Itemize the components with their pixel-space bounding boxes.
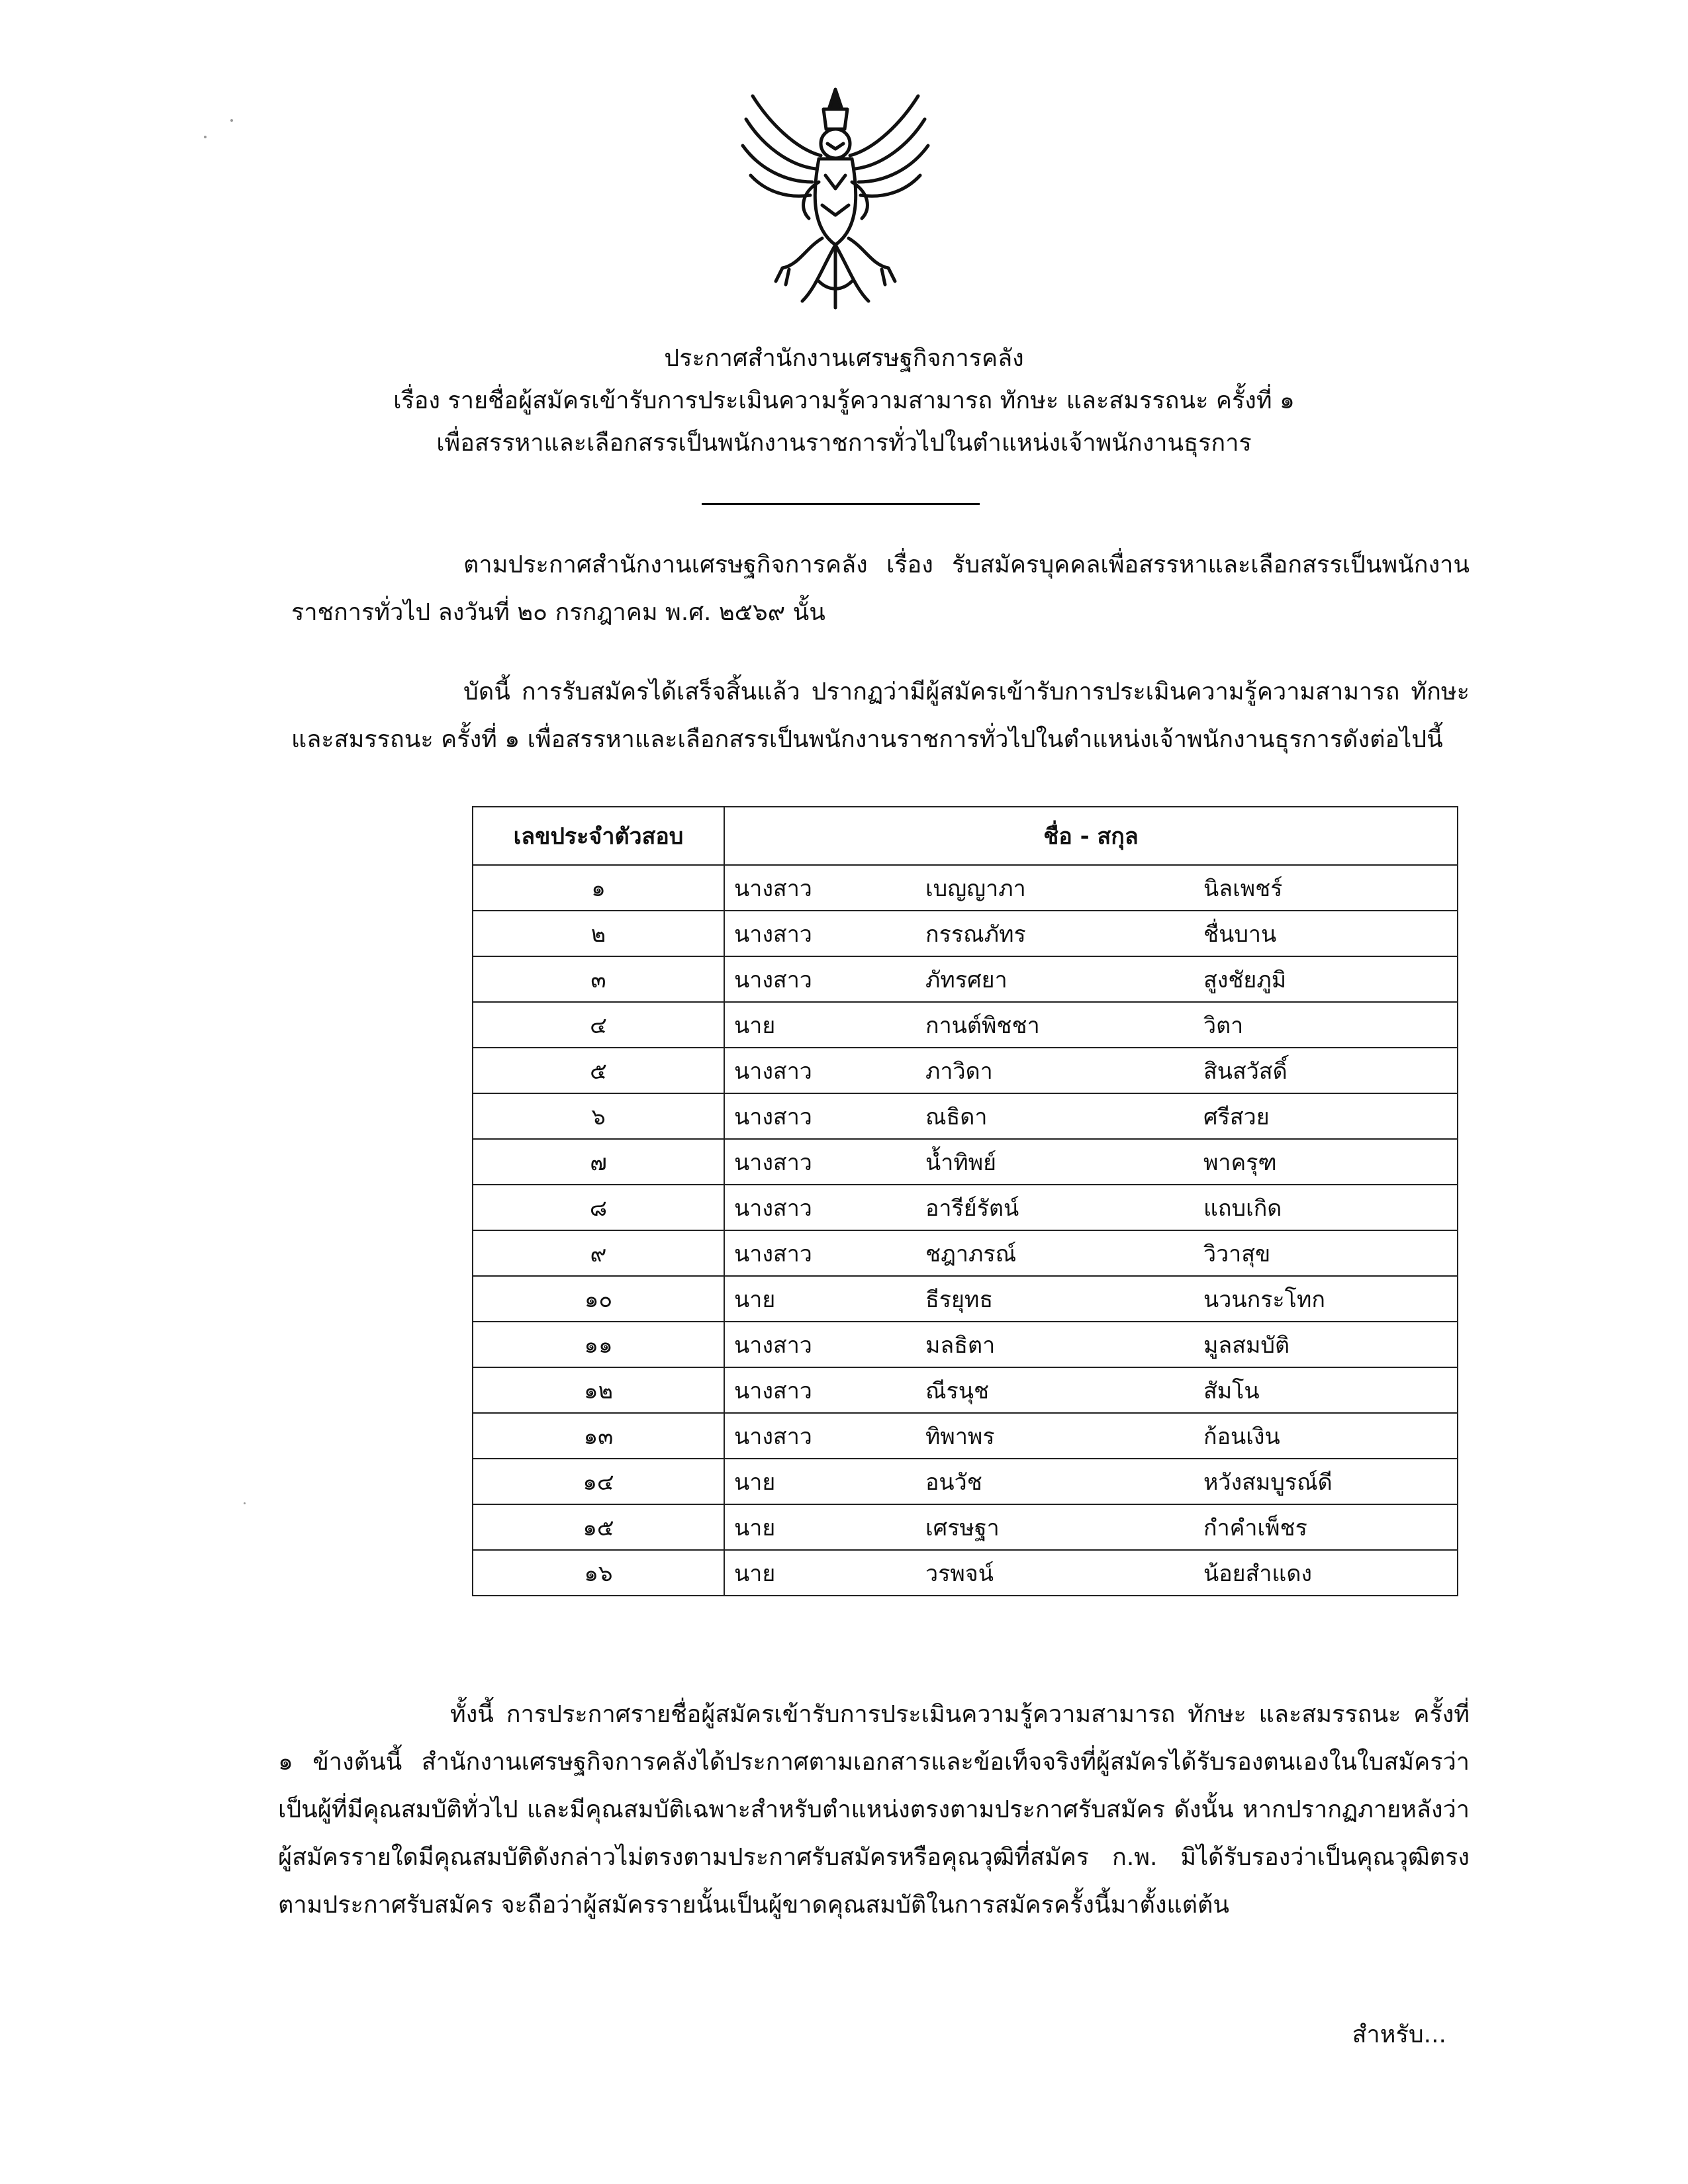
- first-name-cell: อารีย์รัตน์: [916, 1185, 1194, 1230]
- prefix-cell: นางสาว: [724, 1093, 916, 1139]
- exam-id-cell: ๑๑: [473, 1322, 724, 1367]
- table-row: [473, 1413, 1458, 1459]
- intro-text-1: ตามประกาศสำนักงานเศรษฐกิจการคลัง เรื่อง รับสมัครบุคคลเพื่อสรรหาและเลือกสรรเป็นพนักงานราชการทั่วไป ลงวันที่ ๒๐ กรกฎาคม พ.ศ. ๒๕๖๙ นั้น: [291, 551, 1470, 626]
- first-name-cell: วรพจน์: [916, 1550, 1194, 1596]
- last-name-cell: ศรีสวย: [1194, 1093, 1458, 1139]
- first-name-cell: ชฎาภรณ์: [916, 1230, 1194, 1276]
- prefix-cell: นางสาว: [724, 1367, 916, 1413]
- header-divider: [702, 503, 980, 505]
- last-name-cell: หวังสมบูรณ์ดี: [1194, 1459, 1458, 1504]
- prefix-cell: นางสาว: [724, 956, 916, 1002]
- last-name-cell: วิตา: [1194, 1002, 1458, 1048]
- last-name-cell: แถบเกิด: [1194, 1185, 1458, 1230]
- first-name-cell: เบญญาภา: [916, 865, 1194, 911]
- last-name-cell: นิลเพชร์: [1194, 865, 1458, 911]
- announcement-subject-continued: เพื่อสรรหาและเลือกสรรเป็นพนักงานราชการทั่วไปในตำแหน่งเจ้าพนักงานธุรการ: [436, 430, 1252, 457]
- prefix-cell: นาย: [724, 1459, 916, 1504]
- table-row: [473, 1093, 1458, 1139]
- prefix-cell: นางสาว: [724, 1139, 916, 1185]
- exam-id-cell: ๕: [473, 1048, 724, 1093]
- last-name-cell: กำคำเพ็ชร: [1194, 1504, 1458, 1550]
- exam-id-cell: ๖: [473, 1093, 724, 1139]
- last-name-cell: ชื่นบาน: [1194, 911, 1458, 956]
- prefix-cell: นางสาว: [724, 1185, 916, 1230]
- table-row: [473, 1459, 1458, 1504]
- exam-id-cell: ๓: [473, 956, 724, 1002]
- table-row: [473, 1322, 1458, 1367]
- exam-id-cell: ๔: [473, 1002, 724, 1048]
- first-name-cell: ณธิดา: [916, 1093, 1194, 1139]
- prefix-cell: นาย: [724, 1002, 916, 1048]
- column-header-full-name: ชื่อ - สกุล: [724, 807, 1458, 865]
- exam-id-cell: ๑: [473, 865, 724, 911]
- first-name-cell: กรรณภัทร: [916, 911, 1194, 956]
- table-header-row: [473, 807, 1458, 865]
- first-name-cell: น้ำทิพย์: [916, 1139, 1194, 1185]
- prefix-cell: นางสาว: [724, 1322, 916, 1367]
- first-name-cell: ภัทรศยา: [916, 956, 1194, 1002]
- exam-id-cell: ๗: [473, 1139, 724, 1185]
- exam-id-cell: ๑๓: [473, 1413, 724, 1459]
- table-row: [473, 1504, 1458, 1550]
- announcement-title: ประกาศสำนักงานเศรษฐกิจการคลัง: [664, 345, 1024, 372]
- first-name-cell: ณีรนุช: [916, 1367, 1194, 1413]
- last-name-cell: น้อยสำแดง: [1194, 1550, 1458, 1596]
- scan-speck: [244, 1502, 246, 1504]
- prefix-cell: นางสาว: [724, 1048, 916, 1093]
- last-name-cell: สินสวัสดิ์: [1194, 1048, 1458, 1093]
- last-name-cell: มูลสมบัติ: [1194, 1322, 1458, 1367]
- continued-marker: สำหรับ...: [1352, 2021, 1446, 2048]
- prefix-cell: นาย: [724, 1504, 916, 1550]
- first-name-cell: กานต์พิชชา: [916, 1002, 1194, 1048]
- table-row: [473, 1230, 1458, 1276]
- column-header-exam-id: เลขประจำตัวสอบ: [473, 807, 724, 865]
- prefix-cell: นาย: [724, 1276, 916, 1322]
- exam-id-cell: ๑๐: [473, 1276, 724, 1322]
- table-row: [473, 911, 1458, 956]
- first-name-cell: เศรษฐา: [916, 1504, 1194, 1550]
- exam-id-cell: ๒: [473, 911, 724, 956]
- first-name-cell: อนวัช: [916, 1459, 1194, 1504]
- table-row: [473, 1550, 1458, 1596]
- table-row: [473, 1367, 1458, 1413]
- prefix-cell: นาย: [724, 1550, 916, 1596]
- scan-speck: [230, 119, 233, 122]
- intro-text-2: บัดนี้ การรับสมัครได้เสร็จสิ้นแล้ว ปรากฏว่ามีผู้สมัครเข้ารับการประเมินความรู้ความสามารถ ทักษะ และสมรรถนะ ครั้งที่ ๑ เพื่อสรรหาและเลือกสรรเป็นพนักงานราชการทั่วไปในตำแหน่งเจ้าพนักงานธุรการดังต่อไปนี้: [291, 678, 1470, 753]
- garuda-emblem-icon: [736, 83, 935, 314]
- table-row: [473, 1276, 1458, 1322]
- table-row: [473, 1139, 1458, 1185]
- exam-id-cell: ๙: [473, 1230, 724, 1276]
- last-name-cell: พาครุฑ: [1194, 1139, 1458, 1185]
- exam-id-cell: ๑๖: [473, 1550, 724, 1596]
- exam-id-cell: ๘: [473, 1185, 724, 1230]
- intro-paragraph-1: [291, 541, 1470, 637]
- closing-paragraph: [278, 1691, 1470, 1929]
- exam-id-cell: ๑๔: [473, 1459, 724, 1504]
- announcement-subject: เรื่อง รายชื่อผู้สมัครเข้ารับการประเมินความรู้ความสามารถ ทักษะ และสมรรถนะ ครั้งที่ ๑: [393, 387, 1295, 414]
- table-row: [473, 1002, 1458, 1048]
- prefix-cell: นางสาว: [724, 1413, 916, 1459]
- first-name-cell: ภาวิดา: [916, 1048, 1194, 1093]
- announcement-header: [199, 338, 1489, 465]
- first-name-cell: ธีรยุทธ: [916, 1276, 1194, 1322]
- table-row: [473, 1185, 1458, 1230]
- last-name-cell: นวนกระโทก: [1194, 1276, 1458, 1322]
- last-name-cell: วิวาสุข: [1194, 1230, 1458, 1276]
- intro-paragraph-2: [291, 668, 1470, 764]
- table-row: [473, 1048, 1458, 1093]
- scan-speck: [204, 136, 207, 138]
- closing-text: ทั้งนี้ การประกาศรายชื่อผู้สมัครเข้ารับการประเมินความรู้ความสามารถ ทักษะ และสมรรถนะ ครั้งที่ ๑ ข้างต้นนี้ สำนักงานเศรษฐกิจการคลังได้ประกาศตามเอกสารและข้อเท็จจริงที่ผู้สมัครได้รับรองตนเองในใบสมัครว่า เป็นผู้ที่มีคุณสมบัติทั่วไป และมีคุณสมบัติเฉพาะสำหรับตำแหน่งตรงตามประกาศรับสมัคร ดังนั้น หากปรากฏภายหลังว่า ผู้สมัครรายใดมีคุณสมบัติดังกล่าวไม่ตรงตามประกาศรับสมัครหรือคุณวุฒิที่สมัคร ก.พ. มิได้รับรองว่าเป็นคุณวุฒิตรงตามประกาศรับสมัคร จะถือว่าผู้สมัครรายนั้นเป็นผู้ขาดคุณสมบัติในการสมัครครั้งนี้มาตั้งแต่ต้น: [278, 1701, 1470, 1919]
- last-name-cell: สูงชัยภูมิ: [1194, 956, 1458, 1002]
- table-row: [473, 865, 1458, 911]
- exam-id-cell: ๑๒: [473, 1367, 724, 1413]
- first-name-cell: ทิพาพร: [916, 1413, 1194, 1459]
- prefix-cell: นางสาว: [724, 865, 916, 911]
- applicant-table: [472, 806, 1458, 1596]
- last-name-cell: สัมโน: [1194, 1367, 1458, 1413]
- prefix-cell: นางสาว: [724, 911, 916, 956]
- first-name-cell: มลธิตา: [916, 1322, 1194, 1367]
- table-row: [473, 956, 1458, 1002]
- prefix-cell: นางสาว: [724, 1230, 916, 1276]
- exam-id-cell: ๑๕: [473, 1504, 724, 1550]
- last-name-cell: ก้อนเงิน: [1194, 1413, 1458, 1459]
